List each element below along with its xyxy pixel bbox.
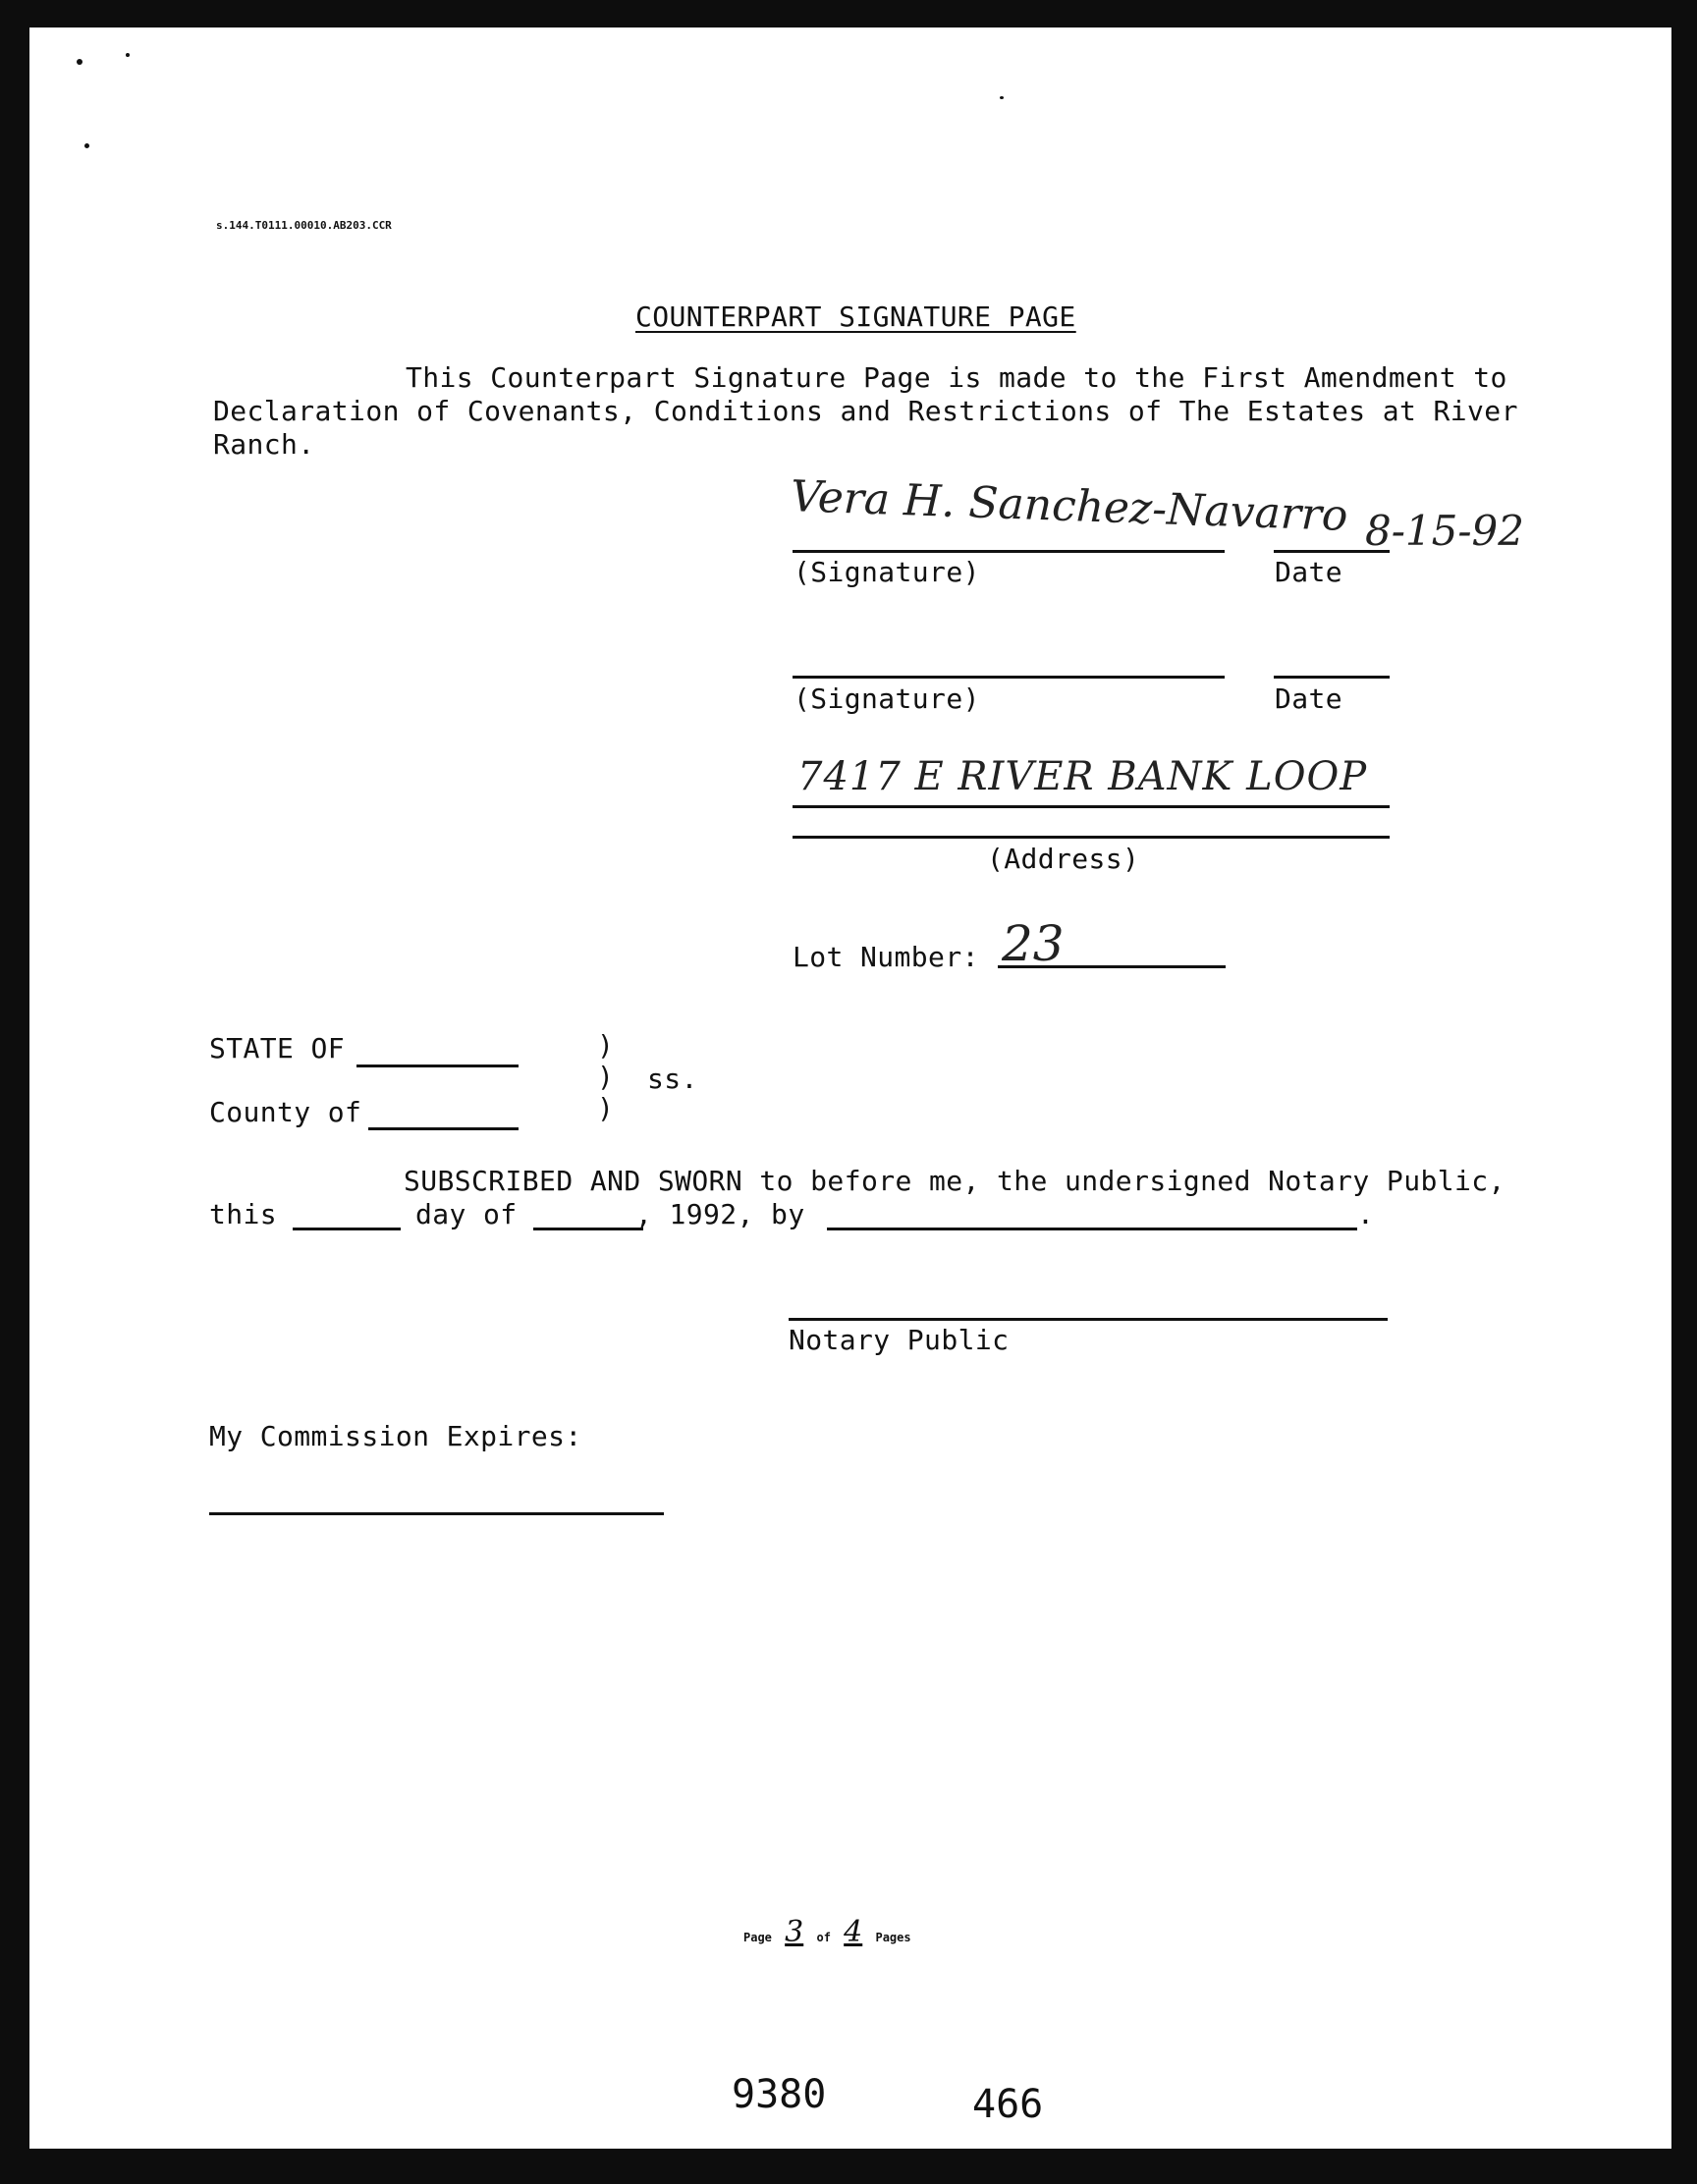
jurat-day-of: day of [415, 1198, 518, 1230]
jurat-year-by: , 1992, by [635, 1198, 805, 1230]
state-line [356, 1065, 519, 1067]
address-label: (Address) [987, 843, 1140, 875]
signature-date-value: 8-15-92 [1365, 507, 1524, 555]
date-label-2: Date [1275, 682, 1343, 715]
jurat-period: . [1357, 1198, 1375, 1230]
page-current: 3 [785, 1915, 804, 1949]
pages-word: Pages [875, 1931, 911, 1944]
notary-public-label: Notary Public [789, 1324, 1010, 1356]
jurat-line-1: SUBSCRIBED AND SWORN to before me, the undersigned Notary Public, [404, 1165, 1505, 1197]
intro-line-2: Declaration of Covenants, Conditions and Restrictions of The Estates at River [213, 395, 1518, 427]
document-page [29, 27, 1671, 2149]
date-line-1 [1274, 550, 1390, 553]
county-label: County of [209, 1096, 362, 1128]
scan-speck [126, 53, 130, 57]
page-total: 4 [844, 1915, 863, 1949]
state-label: STATE OF [209, 1032, 346, 1065]
of-word: of [816, 1931, 831, 1944]
venue-paren-3: ) [597, 1092, 615, 1124]
handwritten-address: 7417 E RIVER BANK LOOP [797, 754, 1368, 799]
lot-number-value: 23 [1002, 915, 1065, 972]
jurat-by-line [827, 1228, 1357, 1230]
signature-line-1 [793, 550, 1225, 553]
lot-number-line [998, 965, 1226, 968]
scan-speck [77, 59, 82, 65]
page-counter [743, 1915, 911, 1949]
scan-speck [1000, 96, 1004, 99]
date-label-1: Date [1275, 556, 1343, 588]
signature-label-2: (Signature) [794, 682, 980, 715]
county-line [368, 1127, 519, 1130]
intro-line-3: Ranch. [213, 428, 315, 461]
commission-expires-label: My Commission Expires: [209, 1420, 582, 1452]
venue-paren-2: ) [597, 1061, 615, 1093]
intro-line-1: This Counterpart Signature Page is made to the First Amendment to [406, 361, 1507, 394]
address-line-2 [793, 836, 1390, 839]
date-line-2 [1274, 676, 1390, 679]
commission-expires-line [209, 1512, 664, 1515]
notary-signature-line [789, 1318, 1388, 1321]
jurat-month-line [533, 1228, 643, 1230]
document-code: s.144.T0111.00010.AB203.CCR [216, 219, 392, 232]
signature-line-2 [793, 676, 1225, 679]
venue-paren-1: ) [597, 1029, 615, 1062]
scan-speck [84, 143, 89, 148]
recording-book-number: 9380 [732, 2072, 827, 2117]
handwritten-signature: Vera H. Sanchez-Navarro [790, 471, 1349, 541]
signature-label-1: (Signature) [794, 556, 980, 588]
page-word: Page [743, 1931, 772, 1944]
address-line-1 [793, 805, 1390, 808]
jurat-day-line [293, 1228, 401, 1230]
lot-number-label: Lot Number: [793, 941, 979, 973]
ss-label: ss. [647, 1063, 698, 1095]
jurat-this: this [209, 1198, 278, 1230]
page-title: COUNTERPART SIGNATURE PAGE [635, 300, 1076, 333]
recording-page-number: 466 [972, 2082, 1044, 2127]
